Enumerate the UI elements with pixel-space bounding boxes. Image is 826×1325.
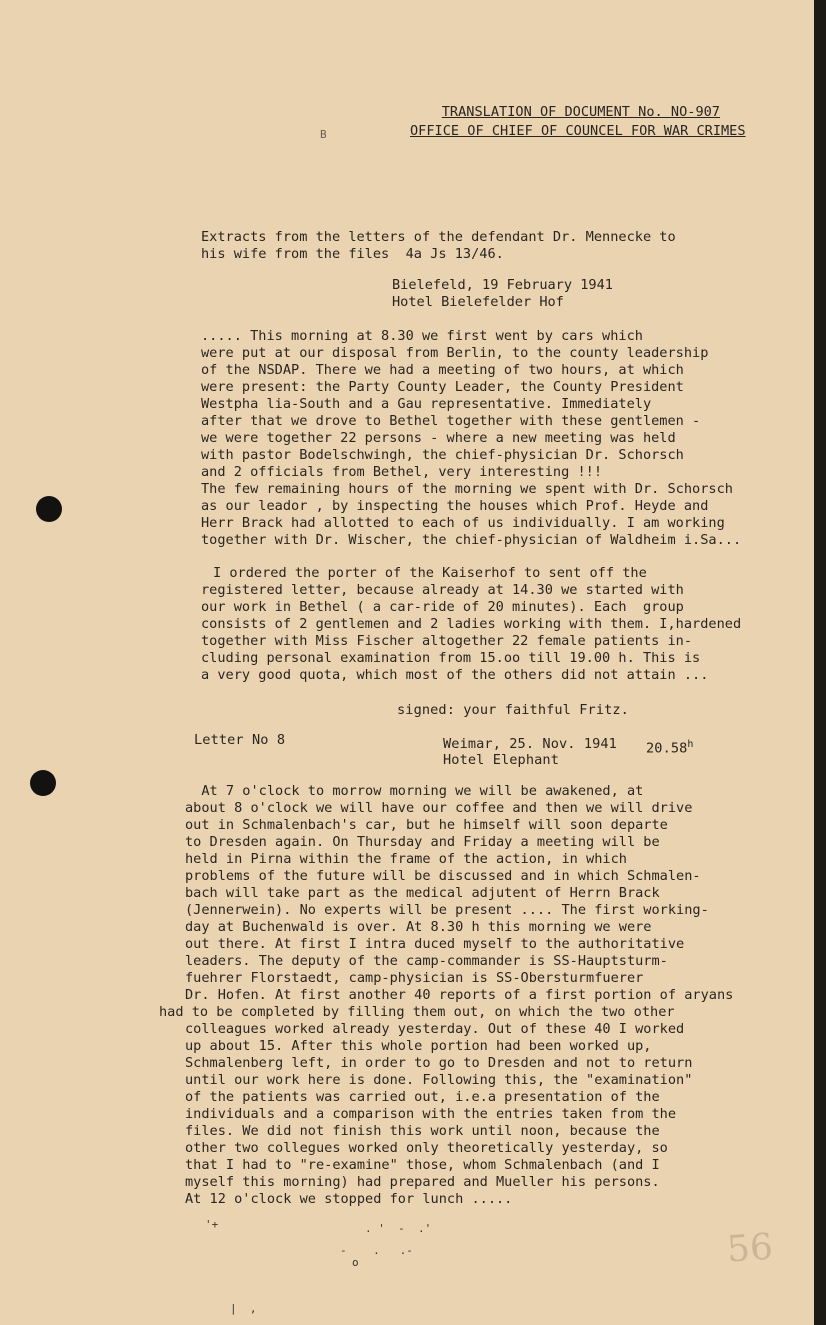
- ink-speck: '+: [205, 1218, 219, 1231]
- text-line: day at Buchenwald is over. At 8.30 h this morning we were: [185, 919, 652, 935]
- text-line: bach will take part as the medical adjutent of Herrn Brack: [185, 885, 660, 901]
- text-line: problems of the future will be discussed and in which Schmalen-: [185, 868, 701, 884]
- letter1-paragraph-2: [201, 565, 741, 684]
- text-line: our work in Bethel ( a car-ride of 20 minutes). Each group: [201, 599, 684, 615]
- intro-line: Extracts from the letters of the defendant Dr. Mennecke to: [201, 229, 676, 245]
- text-line: out in Schmalenbach's car, but he himself will soon departe: [185, 817, 668, 833]
- letter1-signature: signed: your faithful Fritz.: [397, 702, 629, 718]
- text-line: (Jennerwein). No experts will be present .... The first working-: [185, 902, 709, 918]
- text-line: were put at our disposal from Berlin, to the county leadership: [201, 345, 709, 361]
- text-line: registered letter, because already at 14.30 we started with: [201, 582, 684, 598]
- text-line: other two collegues worked only theoretically yesterday, so: [185, 1140, 668, 1156]
- ink-speck: . ' - .': [365, 1222, 432, 1235]
- ink-speck: o: [352, 1256, 359, 1269]
- document-header: [410, 103, 746, 141]
- header-title: TRANSLATION OF DOCUMENT No. NO-907: [441, 104, 720, 120]
- margin-mark: B: [320, 128, 327, 141]
- text-line: a very good quota, which most of the others did not attain ...: [201, 667, 709, 683]
- ink-speck: | ,: [230, 1302, 257, 1315]
- text-line: fuehrer Florstaedt, camp-physician is SS-Obersturmfuerer: [185, 970, 644, 986]
- intro-text: [201, 229, 676, 263]
- letter1-hotel: Hotel Bielefelder Hof: [392, 294, 564, 310]
- text-line: held in Pirna within the frame of the action, in which: [185, 851, 627, 867]
- text-line: The few remaining hours of the morning we spent with Dr. Schorsch: [201, 481, 733, 497]
- text-line: At 12 o'clock we stopped for lunch .....: [185, 1191, 513, 1207]
- time-value: 20.58: [646, 740, 688, 757]
- text-line: had to be completed by filling them out, on which the two other: [159, 1004, 675, 1020]
- text-line: ..... This morning at 8.30 we first went by cars which: [201, 328, 643, 344]
- time-unit: h: [687, 739, 694, 750]
- page-number: 56: [725, 1226, 775, 1271]
- letter1-heading: [392, 277, 613, 311]
- text-line: until our work here is done. Following this, the "examination": [185, 1072, 693, 1088]
- text-line: leaders. The deputy of the camp-commander is SS-Hauptsturm-: [185, 953, 668, 969]
- text-line: that I had to "re-examine" those, whom Schmalenbach (and I: [185, 1157, 660, 1173]
- letter2-hotel: Hotel Elephant: [443, 752, 559, 768]
- text-line: we were together 22 persons - where a new meeting was held: [201, 430, 676, 446]
- text-line: to Dresden again. On Thursday and Friday a meeting will be: [185, 834, 660, 850]
- letter2-body: [159, 783, 734, 1208]
- scan-edge: [814, 0, 826, 1325]
- letter1-paragraph-1: [201, 328, 741, 549]
- letter1-place-date: Bielefeld, 19 February 1941: [392, 277, 613, 293]
- text-line: files. We did not finish this work until noon, because the: [185, 1123, 660, 1139]
- text-line: together with Miss Fischer altogether 22 female patients in-: [201, 633, 693, 649]
- text-line: At 7 o'clock to morrow morning we will be awakened, at: [185, 783, 644, 799]
- punch-hole: [30, 770, 56, 796]
- text-line: Herr Brack had allotted to each of us individually. I am working: [201, 515, 725, 531]
- text-line: together with Dr. Wischer, the chief-physician of Waldheim i.Sa...: [201, 532, 742, 548]
- text-line: I ordered the porter of the Kaiserhof to sent off the: [213, 565, 647, 581]
- ink-speck: - . .-: [340, 1244, 413, 1257]
- text-line: Dr. Hofen. At first another 40 reports of a first portion of aryans: [185, 987, 734, 1003]
- text-line: of the NSDAP. There we had a meeting of two hours, at which: [201, 362, 684, 378]
- text-line: with pastor Bodelschwingh, the chief-physician Dr. Schorsch: [201, 447, 684, 463]
- letter2-time: [646, 736, 694, 758]
- header-office: OFFICE OF CHIEF OF COUNCEL FOR WAR CRIMES: [410, 123, 746, 139]
- text-line: Westpha lia-South and a Gau representative. Immediately: [201, 396, 652, 412]
- intro-line: his wife from the files 4a Js 13/46.: [201, 246, 504, 262]
- letter2-place-date: Weimar, 25. Nov. 1941: [443, 736, 617, 752]
- text-line: of the patients was carried out, i.e.a presentation of the: [185, 1089, 660, 1105]
- text-line: were present: the Party County Leader, the County President: [201, 379, 684, 395]
- letter2-label: Letter No 8: [194, 732, 286, 748]
- text-line: about 8 o'clock we will have our coffee and then we will drive: [185, 800, 693, 816]
- text-line: as our leador , by inspecting the houses which Prof. Heyde and: [201, 498, 709, 514]
- text-line: after that we drove to Bethel together with these gentlemen -: [201, 413, 701, 429]
- text-line: up about 15. After this whole portion had been worked up,: [185, 1038, 652, 1054]
- text-line: consists of 2 gentlemen and 2 ladies working with them. I,hardened: [201, 616, 742, 632]
- text-line: cluding personal examination from 15.oo till 19.00 h. This is: [201, 650, 701, 666]
- text-line: Schmalenberg left, in order to go to Dresden and not to return: [185, 1055, 693, 1071]
- text-line: individuals and a comparison with the entries taken from the: [185, 1106, 677, 1122]
- text-line: colleagues worked already yesterday. Out of these 40 I worked: [185, 1021, 685, 1037]
- punch-hole: [36, 496, 62, 522]
- text-line: out there. At first I intra duced myself to the authoritative: [185, 936, 685, 952]
- text-line: myself this morning) had prepared and Mueller his persons.: [185, 1174, 660, 1190]
- text-line: and 2 officials from Bethel, very interesting !!!: [201, 464, 603, 480]
